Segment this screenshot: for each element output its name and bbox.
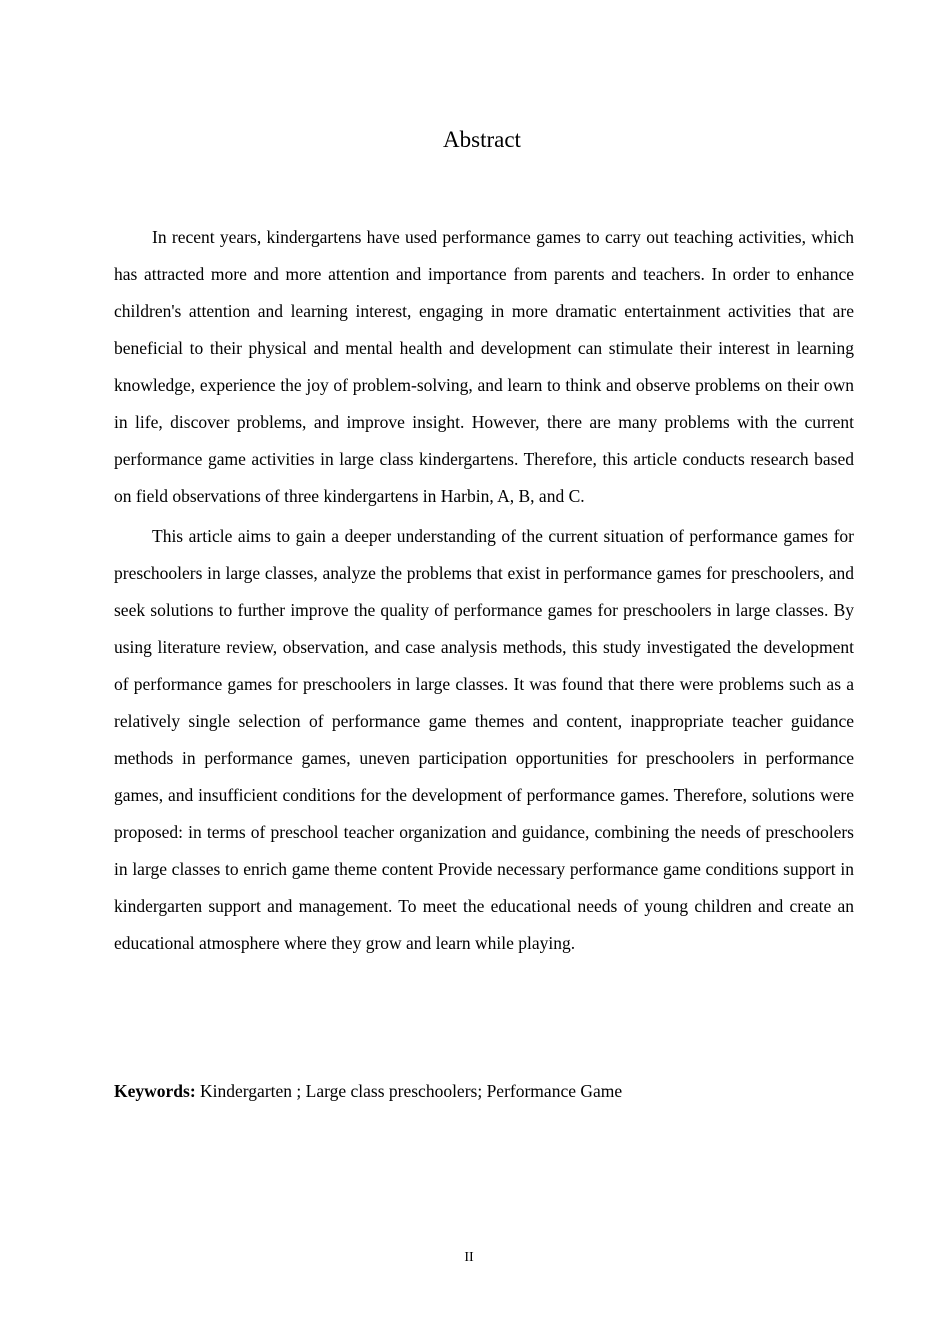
page-number: II xyxy=(464,1250,474,1265)
keywords-label: Keywords: xyxy=(114,1081,196,1101)
keywords-text: Kindergarten ; Large class preschoolers; Performance Game xyxy=(195,1081,623,1101)
abstract-paragraph-1: In recent years, kindergartens have used performance games to carry out teaching activities, which has attracted more and more attention and importance from parents and teachers. In order to enhance children's attention and learning interest, engaging in more dramatic entertainment activities that are beneficial to their physical and mental health and development can stimulate their interest in learning knowledge, experience the joy of problem-solving, and learn to think and observe problems on their own in life, discover problems, and improve insight. However, there are many problems with the current performance game activities in large class kindergartens. Therefore, this article conducts research based on field observations of three kindergartens in Harbin, A, B, and C. xyxy=(114,227,854,506)
abstract-title: Abstract xyxy=(443,127,521,152)
abstract-body xyxy=(114,219,854,962)
keywords-line xyxy=(114,1073,854,1110)
abstract-paragraph-2: This article aims to gain a deeper understanding of the current situation of performance games for preschoolers in large classes, analyze the problems that exist in performance games for preschoolers, and seek solutions to further improve the quality of performance games for preschoolers in large classes. By using literature review, observation, and case analysis methods, this study investigated the development of performance games for preschoolers in large classes. It was found that there were problems such as a relatively single selection of performance game themes and content, inappropriate teacher guidance methods in performance games, uneven participation opportunities for preschoolers in performance games, and insufficient conditions for the development of performance games. Therefore, solutions were proposed: in terms of preschool teacher organization and guidance, combining the needs of preschoolers in large classes to enrich game theme content Provide necessary performance game conditions support in kindergarten support and management. To meet the educational needs of young children and create an educational atmosphere where they grow and learn while playing. xyxy=(114,526,854,953)
